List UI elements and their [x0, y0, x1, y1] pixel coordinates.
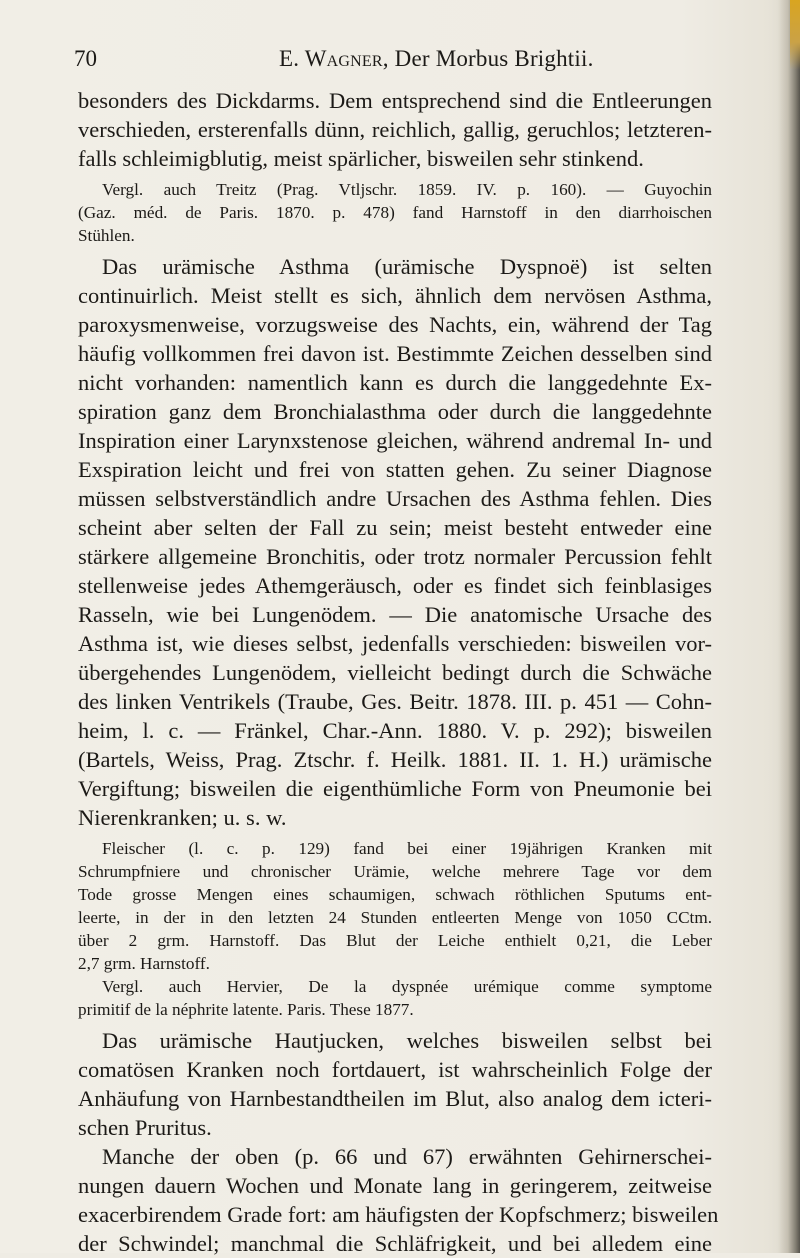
text-line: 2,7 grm. Harnstoff.	[78, 954, 210, 973]
text-line: Das urämische Asthma (urämische Dyspnoë) ist selten	[102, 254, 712, 279]
running-head-title: , Der Morbus Brightii.	[382, 46, 594, 71]
text-line: Fleischer (l. c. p. 129) fand bei einer 19jährigen Kranken mit	[102, 839, 712, 858]
text-line: Vergl. auch Treitz (Prag. Vtljschr. 1859. IV. p. 160). — Guyochin	[102, 180, 712, 199]
text-line: leerte, in der in den letzten 24 Stunden entleerten Menge von 1050 CCtm.	[78, 908, 712, 927]
text-line: Rasseln, wie bei Lungenödem. — Die anatomische Ursache des	[78, 602, 712, 627]
text-line: über 2 grm. Harnstoff. Das Blut der Leiche enthielt 0,21, die Leber	[78, 931, 712, 950]
body-paragraph	[78, 1026, 719, 1258]
running-head-author: E. Wagner	[279, 46, 383, 71]
text-line: besonders des Dickdarms. Dem entsprechend sind die Entleerungen	[78, 88, 712, 113]
text-line: nicht vorhanden: namentlich kann es durch die langgedehnte Ex-	[78, 370, 712, 395]
text-line: müssen selbstverständlich andre Ursachen des Asthma fehlen. Dies	[78, 486, 712, 511]
text-line: falls schleimigblutig, meist spärlicher, bisweilen sehr stinkend.	[78, 146, 644, 171]
text-line: heim, l. c. — Fränkel, Char.-Ann. 1880. V. p. 292); bisweilen	[78, 718, 712, 743]
text-line: übergehendes Lungenödem, vielleicht bedingt durch die Schwäche	[78, 660, 712, 685]
text-line: Inspiration einer Larynxstenose gleichen, während andremal In- und	[78, 428, 712, 453]
text-line: nungen dauern Wochen und Monate lang in geringerem, zeitweise	[78, 1173, 712, 1198]
text-line: der Schwindel; manchmal die Schläfrigkeit, und bei alledem eine	[78, 1231, 712, 1256]
text-line: Vergiftung; bisweilen die eigenthümliche Form von Pneumonie bei	[78, 776, 712, 801]
text-line: verschieden, ersterenfalls dünn, reichlich, gallig, geruchlos; letzteren-	[78, 117, 712, 142]
body-paragraph	[78, 252, 712, 832]
page-edge-gilt	[790, 0, 800, 70]
text-line: scheint aber selten der Fall zu sein; meist besteht entweder eine	[78, 515, 712, 540]
footnote-paragraph	[78, 837, 712, 1021]
page-number: 70	[74, 46, 97, 71]
text-line: (Gaz. méd. de Paris. 1870. p. 478) fand Harnstoff in den diarrhoischen	[78, 203, 712, 222]
text-line: Vergl. auch Hervier, De la dyspnée urémique comme symptome	[102, 977, 712, 996]
page-edge-shadow	[778, 0, 800, 1253]
text-line: Anhäufung von Harnbestandtheilen im Blut, also analog dem icteri-	[78, 1086, 712, 1111]
running-header	[74, 46, 710, 76]
text-line: häufig vollkommen frei davon ist. Bestimmte Zeichen desselben sind	[78, 341, 712, 366]
page-body	[78, 86, 719, 1258]
text-line: schen Pruritus.	[78, 1115, 212, 1140]
body-paragraph	[78, 86, 712, 173]
footnote-paragraph	[78, 178, 712, 247]
text-line: exacerbirendem Grade fort: am häufigsten der Kopfschmerz; bisweilen	[78, 1202, 719, 1227]
text-line: stärkere allgemeine Bronchitis, oder trotz normaler Percussion fehlt	[78, 544, 712, 569]
text-line: Asthma ist, wie dieses selbst, jedenfalls verschieden: bisweilen vor-	[78, 631, 712, 656]
text-line: (Bartels, Weiss, Prag. Ztschr. f. Heilk. 1881. II. 1. H.) urämische	[78, 747, 712, 772]
text-line: Nierenkranken; u. s. w.	[78, 805, 287, 830]
text-line: Exspiration leicht und frei von statten gehen. Zu seiner Diagnose	[78, 457, 712, 482]
running-head	[279, 46, 594, 72]
text-line: Manche der oben (p. 66 und 67) erwähnten Gehirnerschei-	[102, 1144, 712, 1169]
text-line: des linken Ventrikels (Traube, Ges. Beitr. 1878. III. p. 451 — Cohn-	[78, 689, 712, 714]
text-line: spiration ganz dem Bronchialasthma oder durch die langgedehnte	[78, 399, 712, 424]
text-line: Das urämische Hautjucken, welches bisweilen selbst bei	[102, 1028, 712, 1053]
text-line: stellenweise jedes Athemgeräusch, oder es findet sich feinblasiges	[78, 573, 712, 598]
text-line: primitif de la néphrite latente. Paris. These 1877.	[78, 1000, 414, 1019]
text-line: paroxysmenweise, vorzugsweise des Nachts, ein, während der Tag	[78, 312, 712, 337]
text-line: Schrumpfniere und chronischer Urämie, welche mehrere Tage vor dem	[78, 862, 712, 881]
text-line: Stühlen.	[78, 226, 135, 245]
text-line: comatösen Kranken noch fortdauert, ist wahrscheinlich Folge der	[78, 1057, 712, 1082]
text-line: continuirlich. Meist stellt es sich, ähnlich dem nervösen Asthma,	[78, 283, 712, 308]
text-line: Tode grosse Mengen eines schaumigen, schwach röthlichen Sputums ent-	[78, 885, 712, 904]
